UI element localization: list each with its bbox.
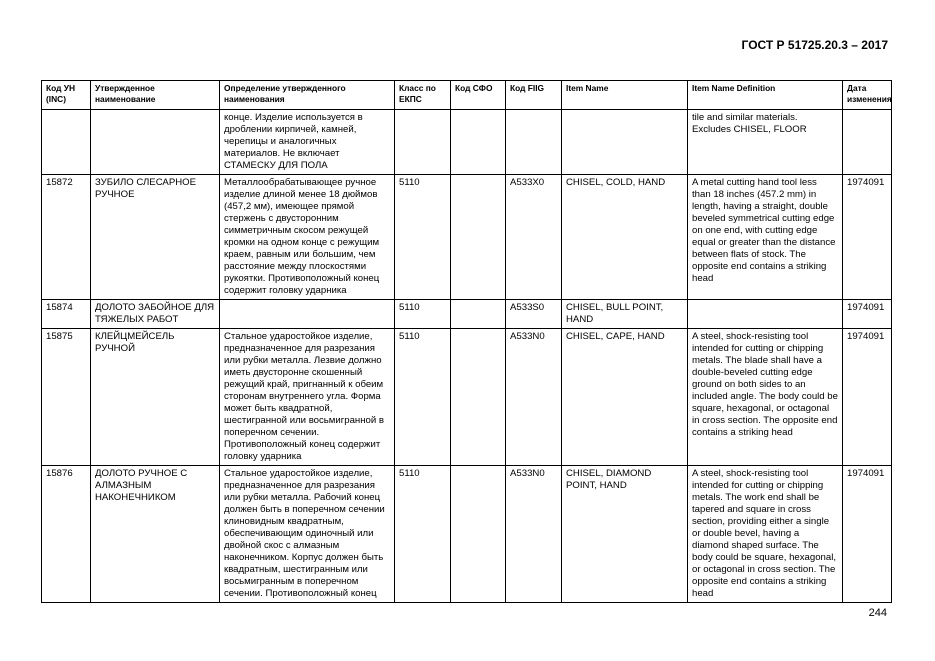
table-row [42,175,892,300]
cell-item-name: CHISEL, DIAMOND POINT, HAND [562,466,688,603]
cell-inc [42,110,91,175]
page-number: 244 [868,607,887,619]
codes-table [41,80,892,603]
cell-change-date: 1974091 [843,466,892,603]
cell-fiig-code: A533N0 [506,329,562,466]
cell-change-date: 1974091 [843,329,892,466]
cell-fiig-code: A533X0 [506,175,562,300]
cell-item-name: CHISEL, BULL POINT, HAND [562,300,688,329]
cell-sfo-code [451,329,506,466]
table-header-row [42,81,892,110]
cell-approved-name [91,110,220,175]
table-row [42,300,892,329]
cell-definition: Стальное ударостойкое изделие, предназначенное для разрезания или рубки металла. Лезвие должно иметь двусторонне скошенный режущий край, пригнанный к обеим сторонам внутреннего угла. Форма может быть квадратной, шестигранной или восьмигранной в поперечном сечении. Противоположный конец содержит головку ударника [220,329,395,466]
column-header-ekps-class: Класс по ЕКПС [395,81,451,110]
cell-inc: 15875 [42,329,91,466]
cell-fiig-code: A533N0 [506,466,562,603]
cell-item-name-definition [688,300,843,329]
cell-definition: Металлообрабатывающее ручное изделие длиной менее 18 дюймов (457,2 мм), имеющее прямой стержень с двусторонним симметричным скосом режущей кромки на одном конце с режущим краем, равным или большим, чем расстояние между плоскостями рукоятки. Противоположный конец содержит головку ударника [220,175,395,300]
cell-inc: 15874 [42,300,91,329]
cell-item-name-definition: A steel, shock-resisting tool intended for cutting or chipping metals. The blade shall have a double-beveled cutting edge ground on both sides to an included angle. The body could be square, hexagonal, or octagonal in cross section. The opposite end contains a striking head [688,329,843,466]
cell-fiig-code [506,110,562,175]
column-header-definition: Определение утвержденного наименования [220,81,395,110]
cell-item-name [562,110,688,175]
cell-inc: 15872 [42,175,91,300]
cell-inc: 15876 [42,466,91,603]
cell-ekps-class: 5110 [395,175,451,300]
cell-sfo-code [451,175,506,300]
column-header-inc: Код УН (INC) [42,81,91,110]
cell-ekps-class [395,110,451,175]
cell-item-name-definition: A steel, shock-resisting tool intended for cutting or chipping metals. The work end shall be tapered and square in cross section, providing either a single or double bevel, having a diamond shaped surface. The body could be square, hexagonal, or octagonal in cross section. The opposite end contains a striking head [688,466,843,603]
cell-change-date: 1974091 [843,300,892,329]
cell-change-date [843,110,892,175]
cell-sfo-code [451,300,506,329]
column-header-item-name-definition: Item Name Definition [688,81,843,110]
cell-fiig-code: A533S0 [506,300,562,329]
cell-definition: конце. Изделие используется в дроблении кирпичей, камней, черепицы и аналогичных материалов. Не включает СТАМЕСКУ ДЛЯ ПОЛА [220,110,395,175]
column-header-sfo-code: Код СФО [451,81,506,110]
cell-approved-name: ЗУБИЛО СЛЕСАРНОЕ РУЧНОЕ [91,175,220,300]
cell-ekps-class: 5110 [395,466,451,603]
cell-ekps-class: 5110 [395,329,451,466]
column-header-approved-name: Утвержденное наименование [91,81,220,110]
column-header-item-name: Item Name [562,81,688,110]
cell-ekps-class: 5110 [395,300,451,329]
cell-sfo-code [451,466,506,603]
cell-definition [220,300,395,329]
cell-item-name: CHISEL, CAPE, HAND [562,329,688,466]
table-row [42,329,892,466]
table-row [42,466,892,603]
cell-sfo-code [451,110,506,175]
cell-approved-name: КЛЕЙЦМЕЙСЕЛЬ РУЧНОЙ [91,329,220,466]
cell-change-date: 1974091 [843,175,892,300]
cell-item-name: CHISEL, COLD, HAND [562,175,688,300]
cell-item-name-definition: tile and similar materials. Excludes CHISEL, FLOOR [688,110,843,175]
document-header: ГОСТ Р 51725.20.3 – 2017 [741,38,888,52]
cell-item-name-definition: A metal cutting hand tool less than 18 inches (457.2 mm) in length, having a straight, double beveled symmetrical cutting edge on one end, with cutting edge equal or greater than the distance between flats of stock. The opposite end contains a striking head [688,175,843,300]
column-header-fiig-code: Код FIIG [506,81,562,110]
cell-approved-name: ДОЛОТО РУЧНОЕ С АЛМАЗНЫМ НАКОНЕЧНИКОМ [91,466,220,603]
cell-definition: Стальное ударостойкое изделие, предназначенное для разрезания или рубки металла. Рабочий конец должен быть в поперечном сечении клиновидным квадратным, обеспечивающим одиночный или двойной скос с алмазным наконечником. Корпус должен быть квадратным, шестигранным или восьмигранным в поперечном сечении. Противоположный конец [220,466,395,603]
table-row [42,110,892,175]
cell-approved-name: ДОЛОТО ЗАБОЙНОЕ ДЛЯ ТЯЖЕЛЫХ РАБОТ [91,300,220,329]
column-header-change-date: Дата изменения [843,81,892,110]
